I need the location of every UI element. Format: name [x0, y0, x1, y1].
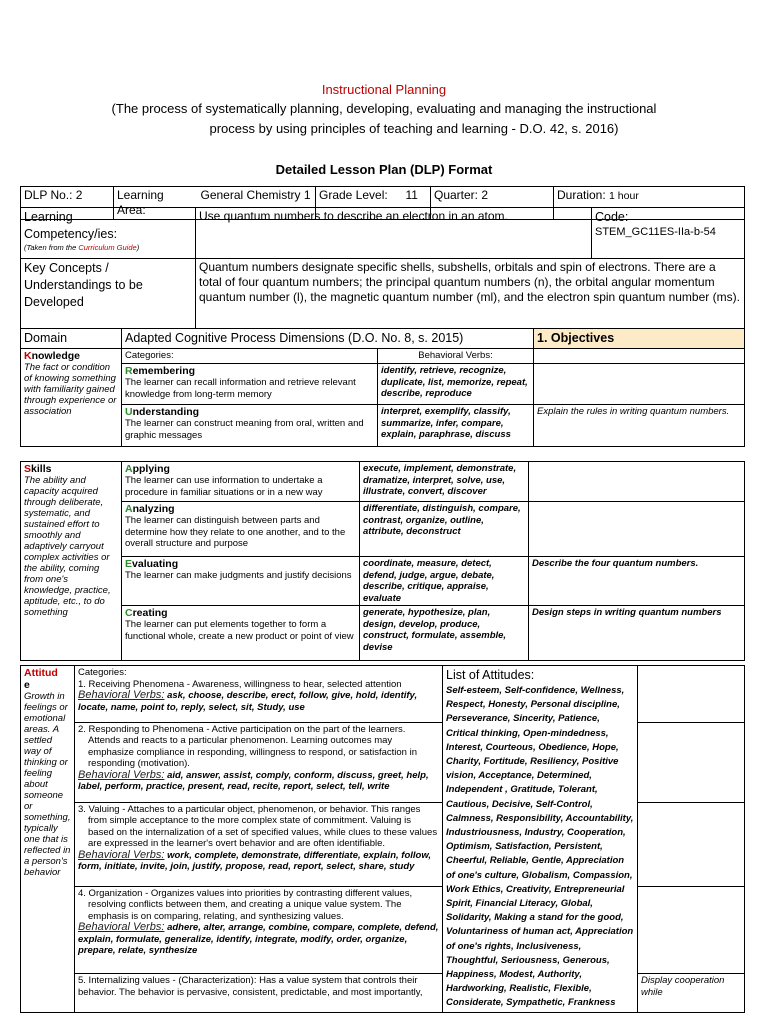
- attitude-cat4-verbs-row: [78, 922, 439, 957]
- attitude-desc: Growth in feelings or emotional areas. A settled way of thinking or feeling about someone or something, typically one that is reflected in a person's behavior: [24, 691, 71, 878]
- attitude-cat5: 5. Internalizing values - (Characterization): Has a value system that controls their behavior. The behavior is pervasive, consistent, predictable, and most importantly,: [78, 975, 423, 998]
- attitude-list-cell: [443, 666, 638, 1013]
- knowledge-domain-cell: [21, 349, 122, 447]
- attitude-cat3-cell: [75, 802, 443, 886]
- attitude-cat2-cell: [75, 722, 443, 802]
- evaluating-rest: valuating: [132, 558, 179, 570]
- attitude-cat1-cell: [75, 666, 443, 723]
- verbs-label: Behavioral Verbs:: [378, 349, 534, 364]
- attitude-obj4: [638, 886, 745, 973]
- evaluating-title: [125, 558, 356, 570]
- skills-desc: The ability and capacity acquired through deliberate, systematic, and sustained effort to smoothly and adaptively carryout complex activities or the ability, coming from one's knowledge, practice, aptitude, etc., to do something: [24, 475, 111, 618]
- attitude-title-main: Attitud: [24, 667, 58, 679]
- remembering-verbs: identify, retrieve, recognize, duplicate, list, memorize, repeat, describe, reproduce: [378, 364, 534, 405]
- attitude-cat2: 2. Responding to Phenomena - Active participation on the part of the learners. Attends and reacts to a particular phenomenon. Learning outcomes may emphasize compliance in responding, willingness to respond, or satisfaction in responding (motivation).: [78, 723, 417, 770]
- objective-empty: [534, 349, 745, 364]
- applying-objective: [529, 462, 745, 502]
- understanding-cell: [122, 405, 378, 447]
- attitude-cat2-verbs-row: [78, 770, 439, 793]
- duration-value: 1 hour: [609, 190, 639, 202]
- code-cell: [592, 208, 745, 259]
- verbs-label-1: Behavioral Verbs:: [78, 689, 165, 701]
- quarter: Quarter: 2: [431, 187, 554, 220]
- grade-level-label: Grade Level:: [316, 187, 403, 220]
- creating-desc: The learner can put elements together to form a functional whole, create a new product or point of view: [125, 619, 354, 642]
- knowledge-rest: nowledge: [31, 350, 81, 362]
- attitude-cat4-cell: [75, 886, 443, 973]
- remembering-cell: [122, 364, 378, 405]
- cat3-verbs: work, complete, demonstrate, differentiate, explain, follow, form, initiate, invite, join, justify, propose, read, report, select, share, study: [78, 849, 432, 873]
- attitude-table: [20, 665, 745, 1013]
- categories-label: Categories:: [122, 349, 378, 364]
- applying-initial: A: [125, 463, 133, 475]
- evaluating-verbs: coordinate, measure, detect, defend, judge, argue, debate, describe, critique, appraise, evaluate: [360, 557, 529, 606]
- cat4-verbs: adhere, alter, arrange, combine, compare, complete, defend, explain, formulate, generalize, identify, integrate, modify, order, organize, prepare, relate, synthesize: [78, 922, 439, 957]
- note-prefix: (Taken from the: [24, 243, 79, 252]
- remembering-rest: emembering: [132, 365, 196, 377]
- attitude-cat1: 1. Receiving Phenomena - Awareness, willingness to hear, selected attention: [78, 678, 402, 690]
- remembering-initial: R: [125, 365, 133, 377]
- evaluating-initial: E: [125, 558, 133, 570]
- dlp-number: DLP No.: 2: [21, 187, 114, 220]
- attitude-title-rest: e: [24, 679, 30, 691]
- verbs-label-2: Behavioral Verbs:: [78, 768, 165, 781]
- competency-label-cell: [21, 208, 196, 259]
- objectives-header: 1. Objectives: [534, 329, 745, 349]
- grade-level-value: 11: [403, 187, 431, 220]
- understanding-initial: U: [125, 406, 133, 418]
- duration-label: Duration:: [557, 188, 606, 202]
- analyzing-initial: A: [125, 503, 133, 515]
- creating-objective: Design steps in writing quantum numbers: [529, 606, 745, 661]
- skills-domain-cell: [21, 462, 122, 661]
- applying-cell: [122, 462, 360, 502]
- understanding-verbs: interpret, exemplify, classify, summarize, infer, compare, explain, paraphrase, discuss: [378, 405, 534, 447]
- attitude-list-label: List of Attitudes:: [446, 668, 535, 682]
- attitude-cat4: 4. Organization - Organizes values into priorities by contrasting different values, resolving conflicts between them, and creating a unique value system. The emphasis is on comparing, relating, and synthesizing values.: [78, 887, 413, 922]
- creating-cell: [122, 606, 360, 661]
- creating-verbs: generate, hypothesize, plan, design, develop, produce, construct, formulate, assemble, devise: [360, 606, 529, 661]
- cat1-verbs: ask, choose, describe, erect, follow, give, hold, identify, locate, name, point to, reply, select, sit, Study, use: [78, 690, 418, 713]
- attitude-list: Self-esteem, Self-confidence, Wellness, Respect, Honesty, Personal discipline, Perseverance, Sincerity, Patience, Critical thinking, Open-mindedness, Interest, Courteous, Obedience, Hope, Charity, Fortitude, Resiliency, Positive vision, Acceptance, Determined, Independent , Gratitude, Tolerant, Cautious, Decisive, Self-Control, Calmness, Responsibility, Accountability, Industriousness, Industry, Cooperation, Optimism, Satisfaction, Persistent, Cheerful, Reliable, Gentle, Appreciation of one's culture, Globalism, Compassion, Work Ethics, Creativity, Entrepreneurial Spirit, Financial Literacy, Global, Solidarity, Making a stand for the good, Voluntariness of human act, Appreciation of one's rights, Inclusiveness, Thoughtful, Seriousness, Generous, Happiness, Modest, Authority, Hardworking, Realistic, Flexible, Considerate, Sympathetic, Frankness: [446, 685, 634, 1009]
- attitude-cat3-verbs-row: [78, 850, 439, 873]
- analyzing-cell: [122, 502, 360, 557]
- code-value: STEM_GC11ES-IIa-b-54: [595, 226, 716, 238]
- format-title: Detailed Lesson Plan (DLP) Format: [275, 162, 493, 177]
- understanding-objective: Explain the rules in writing quantum numbers.: [534, 405, 745, 447]
- concepts-text: Quantum numbers designate specific shells, subshells, orbitals and spin of electrons. There are a total of four quantum numbers; the principal quantum numbers (n), the orbital angular momentum quantum number (l), the magnetic quantum number (ml), and the electron spin quantum number (ms).: [196, 259, 745, 329]
- knowledge-title: [24, 350, 118, 362]
- doc-subtitle-line2: process by using principles of teaching and learning - D.O. 42, s. 2016): [209, 121, 619, 136]
- note-suffix: ): [136, 243, 140, 252]
- analyzing-rest: nalyzing: [132, 503, 175, 515]
- doc-subtitle-line1: (The process of systematically planning, developing, evaluating and managing the instructional: [111, 101, 657, 116]
- skills-initial: S: [24, 463, 32, 475]
- verbs-label-4: Behavioral Verbs:: [78, 921, 165, 934]
- evaluating-objective: Describe the four quantum numbers.: [529, 557, 745, 606]
- learning-area-value: General Chemistry 1: [198, 187, 316, 220]
- curriculum-guide-label: Curriculum Guide: [78, 243, 137, 252]
- code-label: Code:: [595, 210, 629, 224]
- attitude-cat3: 3. Valuing - Attaches to a particular object, phenomenon, or behavior. This ranges from simple acceptance to the more complex state of commitment. Valuing is based on the internalization of a set of specified values, while clues to these values are expressed in the learner's overt behavior and are often identifiable.: [78, 803, 438, 850]
- verbs-label-3: Behavioral Verbs:: [78, 848, 165, 861]
- applying-rest: pplying: [132, 463, 170, 475]
- analyzing-desc: The learner can distinguish between parts and determine how they relate to one another, and to the overall structure and purpose: [125, 515, 346, 549]
- attitude-obj5: Display cooperation while: [638, 974, 745, 1012]
- attitude-title: [24, 667, 71, 691]
- analyzing-objective: [529, 502, 745, 557]
- knowledge-table: [20, 328, 745, 447]
- creating-initial: C: [125, 607, 133, 619]
- knowledge-initial: K: [24, 350, 32, 362]
- creating-title: [125, 607, 356, 619]
- understanding-desc: The learner can construct meaning from oral, written and graphic messages: [125, 418, 364, 441]
- attitude-categories-label: Categories:: [78, 667, 127, 678]
- remembering-objective: [534, 364, 745, 405]
- attitude-cat5-cell: [75, 974, 443, 1012]
- concepts-label: Key Concepts / Understandings to be Developed: [21, 259, 196, 329]
- dimensions-header: Adapted Cognitive Process Dimensions (D.O. No. 8, s. 2015): [122, 329, 534, 349]
- analyzing-title: [125, 503, 356, 515]
- competency-text: Use quantum numbers to describe an electron in an atom.: [196, 208, 592, 259]
- applying-verbs: execute, implement, demonstrate, dramatize, interpret, solve, use, illustrate, convert, discover: [360, 462, 529, 502]
- attitude-obj3: [638, 802, 745, 886]
- creating-rest: reating: [132, 607, 168, 619]
- skills-table: [20, 461, 745, 661]
- concepts-table: [20, 258, 745, 329]
- learning-area-label: Learning Area:: [114, 187, 198, 220]
- attitude-cat1-verbs-row: [78, 690, 439, 713]
- attitude-domain-cell: [21, 666, 75, 1013]
- competency-table: [20, 207, 745, 259]
- attitude-obj1: [638, 666, 745, 723]
- evaluating-cell: [122, 557, 360, 606]
- cat2-verbs: aid, answer, assist, comply, conform, discuss, greet, help, label, perform, practice, present, read, recite, report, select, tell, write: [78, 769, 429, 793]
- evaluating-desc: The learner can make judgments and justify decisions: [125, 570, 352, 581]
- doc-title: Instructional Planning: [321, 82, 447, 97]
- knowledge-desc: The fact or condition of knowing something with familiarity gained through experience or association: [24, 362, 117, 417]
- applying-desc: The learner can use information to undertake a procedure in familiar situations or in a new way: [125, 475, 323, 498]
- competency-label: Learning Competency/ies:: [24, 210, 118, 241]
- skills-rest: kills: [31, 463, 52, 475]
- remembering-title: [125, 365, 374, 377]
- applying-title: [125, 463, 356, 475]
- analyzing-verbs: differentiate, distinguish, compare, contrast, organize, outline, attribute, deconstruct: [360, 502, 529, 557]
- domain-header: Domain: [21, 329, 122, 349]
- understanding-rest: nderstanding: [132, 406, 200, 418]
- understanding-title: [125, 406, 374, 418]
- attitude-obj2: [638, 722, 745, 802]
- remembering-desc: The learner can recall information and retrieve relevant knowledge from long-term memory: [125, 377, 356, 400]
- competency-note: [24, 243, 192, 252]
- skills-title: [24, 463, 118, 475]
